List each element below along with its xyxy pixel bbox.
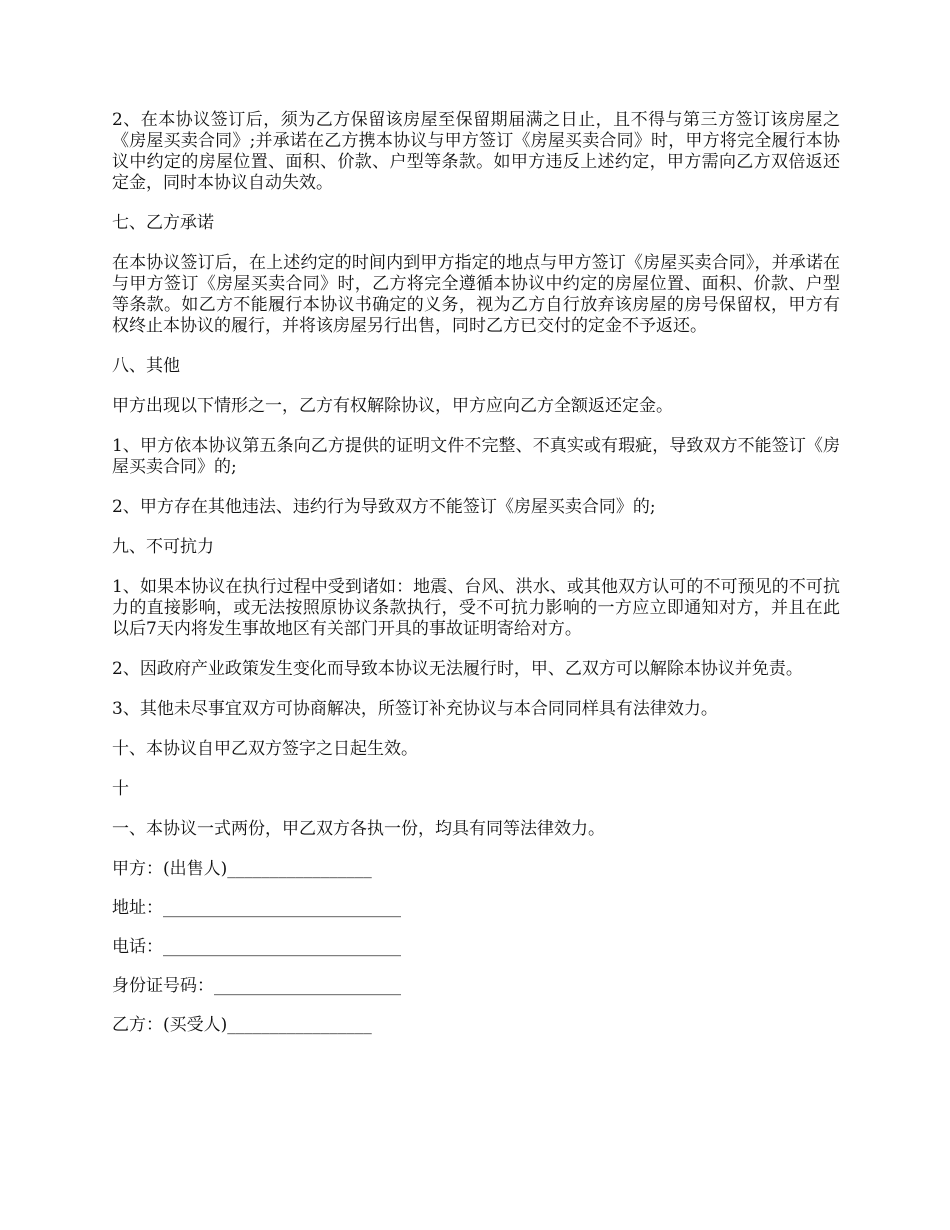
- clause-8-item-1: 1、甲方依本协议第五条向乙方提供的证明文件不完整、不真实或有瑕疵，导致双方不能签订《房屋买卖合同》的;: [112, 436, 840, 477]
- section-heading-9: 九、不可抗力: [112, 537, 214, 557]
- clause-7-body: 在本协议签订后，在上述约定的时间内到甲方指定的地点与甲方签订《房屋买卖合同》，并承诺在与甲方签订《房屋买卖合同》时，乙方将完全遵循本协议中约定的房屋位置、面积、价款、户型等条款。如乙方不能履行本协议书确定的义务，视为乙方自行放弃该房屋的房号保留权，甲方有权终止本协议的履行，并将该房屋另行出售，同时乙方已交付的定金不予返还。: [112, 253, 840, 336]
- signature-phone: 电话：____________________________: [112, 937, 401, 957]
- section-heading-8: 八、其他: [112, 356, 180, 376]
- signature-party-b: 乙方：(买受人)_________________: [112, 1015, 372, 1035]
- clause-11-body: 一、本协议一式两份，甲乙双方各执一份，均具有同等法律效力。: [112, 819, 605, 839]
- signature-id-number: 身份证号码：______________________: [112, 976, 401, 996]
- clause-6-item-2: 2、在本协议签订后，须为乙方保留该房屋至保留期届满之日止，且不得与第三方签订该房屋之《房屋买卖合同》;并承诺在乙方携本协议与甲方签订《房屋买卖合同》时，甲方将完全履行本协议中约定的房屋位置、面积、价款、户型等条款。如甲方违反上述约定，甲方需向乙方双倍返还定金，同时本协议自动失效。: [112, 110, 840, 193]
- clause-11-number: 十: [112, 779, 129, 799]
- signature-party-a: 甲方：(出售人)_________________: [112, 859, 372, 879]
- clause-8-item-2: 2、甲方存在其他违法、违约行为导致双方不能签订《房屋买卖合同》的;: [112, 497, 656, 517]
- signature-address: 地址：____________________________: [112, 898, 401, 918]
- clause-10: 十、本协议自甲乙双方签字之日起生效。: [112, 739, 418, 759]
- clause-9-item-1: 1、如果本协议在执行过程中受到诸如：地震、台风、洪水、或其他双方认可的不可预见的不可抗力的直接影响，或无法按照原协议条款执行，受不可抗力影响的一方应立即通知对方，并且在此以后7天内将发生事故地区有关部门开具的事故证明寄给对方。: [112, 577, 840, 639]
- section-heading-7: 七、乙方承诺: [112, 213, 214, 233]
- document-page: [112, 110, 840, 1054]
- clause-9-item-2: 2、因政府产业政策发生变化而导致本协议无法履行时，甲、乙双方可以解除本协议并免责。: [112, 659, 803, 679]
- clause-8-intro: 甲方出现以下情形之一，乙方有权解除协议，甲方应向乙方全额返还定金。: [112, 396, 673, 416]
- clause-9-item-3: 3、其他未尽事宜双方可协商解决，所签订补充协议与本合同同样具有法律效力。: [112, 699, 718, 719]
